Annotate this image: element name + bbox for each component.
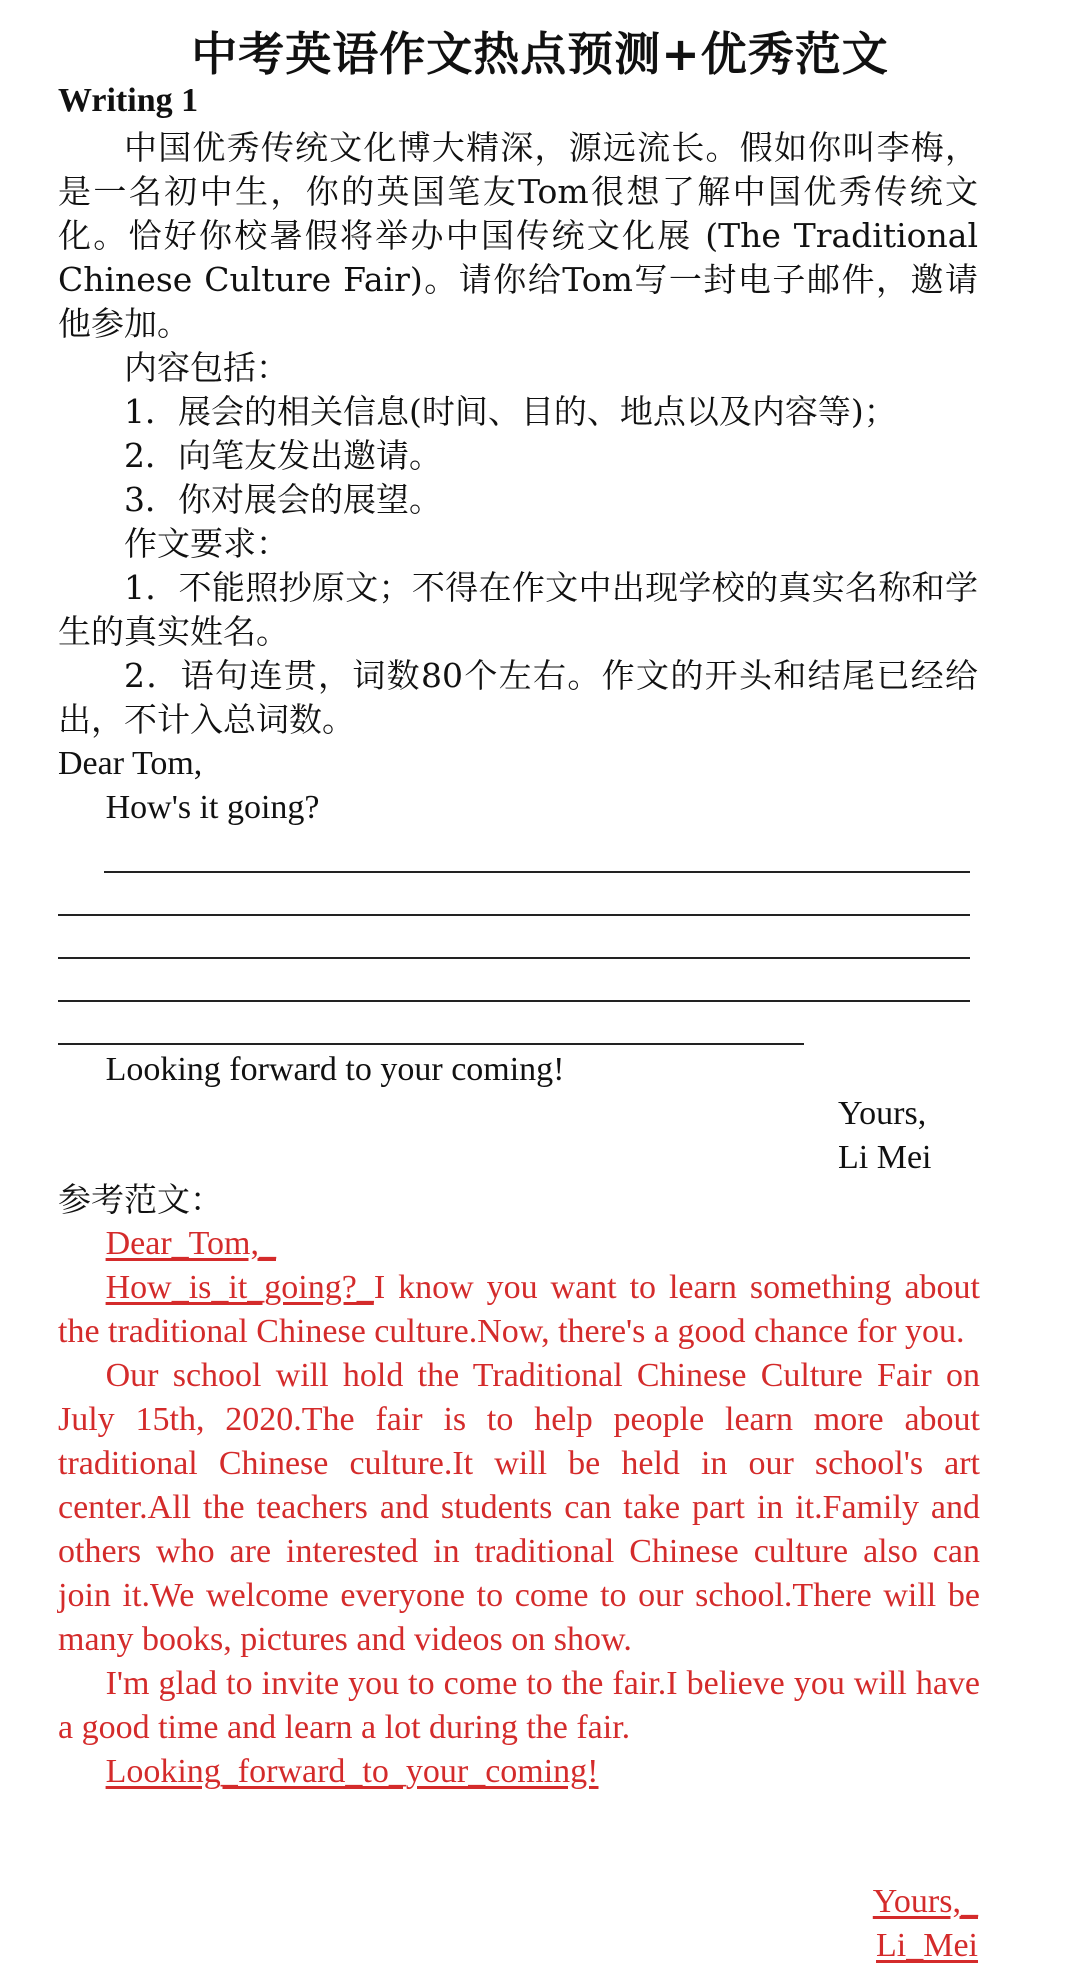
letter-greeting: Dear Tom, (58, 745, 203, 782)
sample-opening-underlined: How_is_it_going?_ (105, 1269, 374, 1306)
sample-paragraph-2: Our school will hold the Traditional Chinese Culture Fair on July 15th, 2020.The fair is to help people learn more about traditional Chinese culture.It will be held in our school's art center.All the teachers and students can take part in it.Family and others who are interested in traditional Chinese culture also can join it.We welcome everyone to come to our school.There will be many books, pictures and videos on show. (58, 1357, 980, 1658)
letter-closing-block (58, 1048, 978, 1092)
writing-line (104, 830, 970, 873)
letter-closing: Looking forward to your coming! (105, 1051, 565, 1088)
sample-greeting-text: Dear_Tom,_ (105, 1225, 276, 1262)
prompt-intro: 中国优秀传统文化博大精深，源远流长。假如你叫李梅，是一名初中生，你的英国笔友Tom很想了解中国优秀传统文化。恰好你校暑假将举办中国传统文化展 (The Traditional Chinese Culture Fair)。请你给Tom写一封电子邮件，邀请他参加。 (58, 128, 978, 343)
sample-paragraph-3: I'm glad to invite you to come to the fair.I believe you will have a good time and learn a lot during the fair. (58, 1665, 980, 1746)
sample-essay (58, 1222, 980, 1794)
requirement-label: 作文要求： (124, 524, 289, 563)
letter-template (58, 742, 978, 830)
letter-sign-off: Yours, (838, 1095, 927, 1132)
requirement-item-1: 1．不能照抄原文；不得在作文中出现学校的真实名称和学生的真实姓名。 (58, 568, 978, 651)
sample-paragraph-1 (58, 1266, 980, 1354)
sample-closing (58, 1750, 980, 1794)
sample-name: Li_Mei (876, 1927, 978, 1964)
writing-line (58, 916, 970, 959)
content-item-1: 1．展会的相关信息(时间、目的、地点以及内容等)； (124, 392, 897, 431)
letter-signature (838, 1092, 931, 1180)
requirement-item-2: 2．语句连贯，词数80个左右。作文的开头和结尾已经给出，不计入总词数。 (58, 656, 978, 739)
sample-opening-rest: I know you want to learn something about the traditional Chinese culture.Now, there's a good chance for you. (58, 1269, 980, 1350)
sample-label-block (58, 1178, 978, 1222)
sample-signature (873, 1880, 978, 1968)
sample-closing-text: Looking_forward_to_your_coming! (105, 1753, 599, 1790)
sample-sign-off: Yours,_ (872, 1883, 978, 1920)
sample-label: 参考范文： (58, 1180, 223, 1219)
letter-name: Li Mei (838, 1139, 932, 1176)
prompt-block (58, 126, 978, 742)
content-item-3: 3．你对展会的展望。 (124, 480, 442, 519)
page-title: 中考英语作文热点预测+优秀范文 (191, 27, 889, 81)
content-item-2: 2．向笔友发出邀请。 (124, 436, 442, 475)
content-label: 内容包括： (124, 348, 289, 387)
writing-line (58, 873, 970, 916)
sample-greeting (58, 1222, 980, 1266)
writing-line (58, 1002, 804, 1045)
writing-line (58, 959, 970, 1002)
letter-opening: How's it going? (105, 789, 320, 826)
writing-lines (58, 830, 978, 1045)
section-heading: Writing 1 (58, 82, 199, 119)
